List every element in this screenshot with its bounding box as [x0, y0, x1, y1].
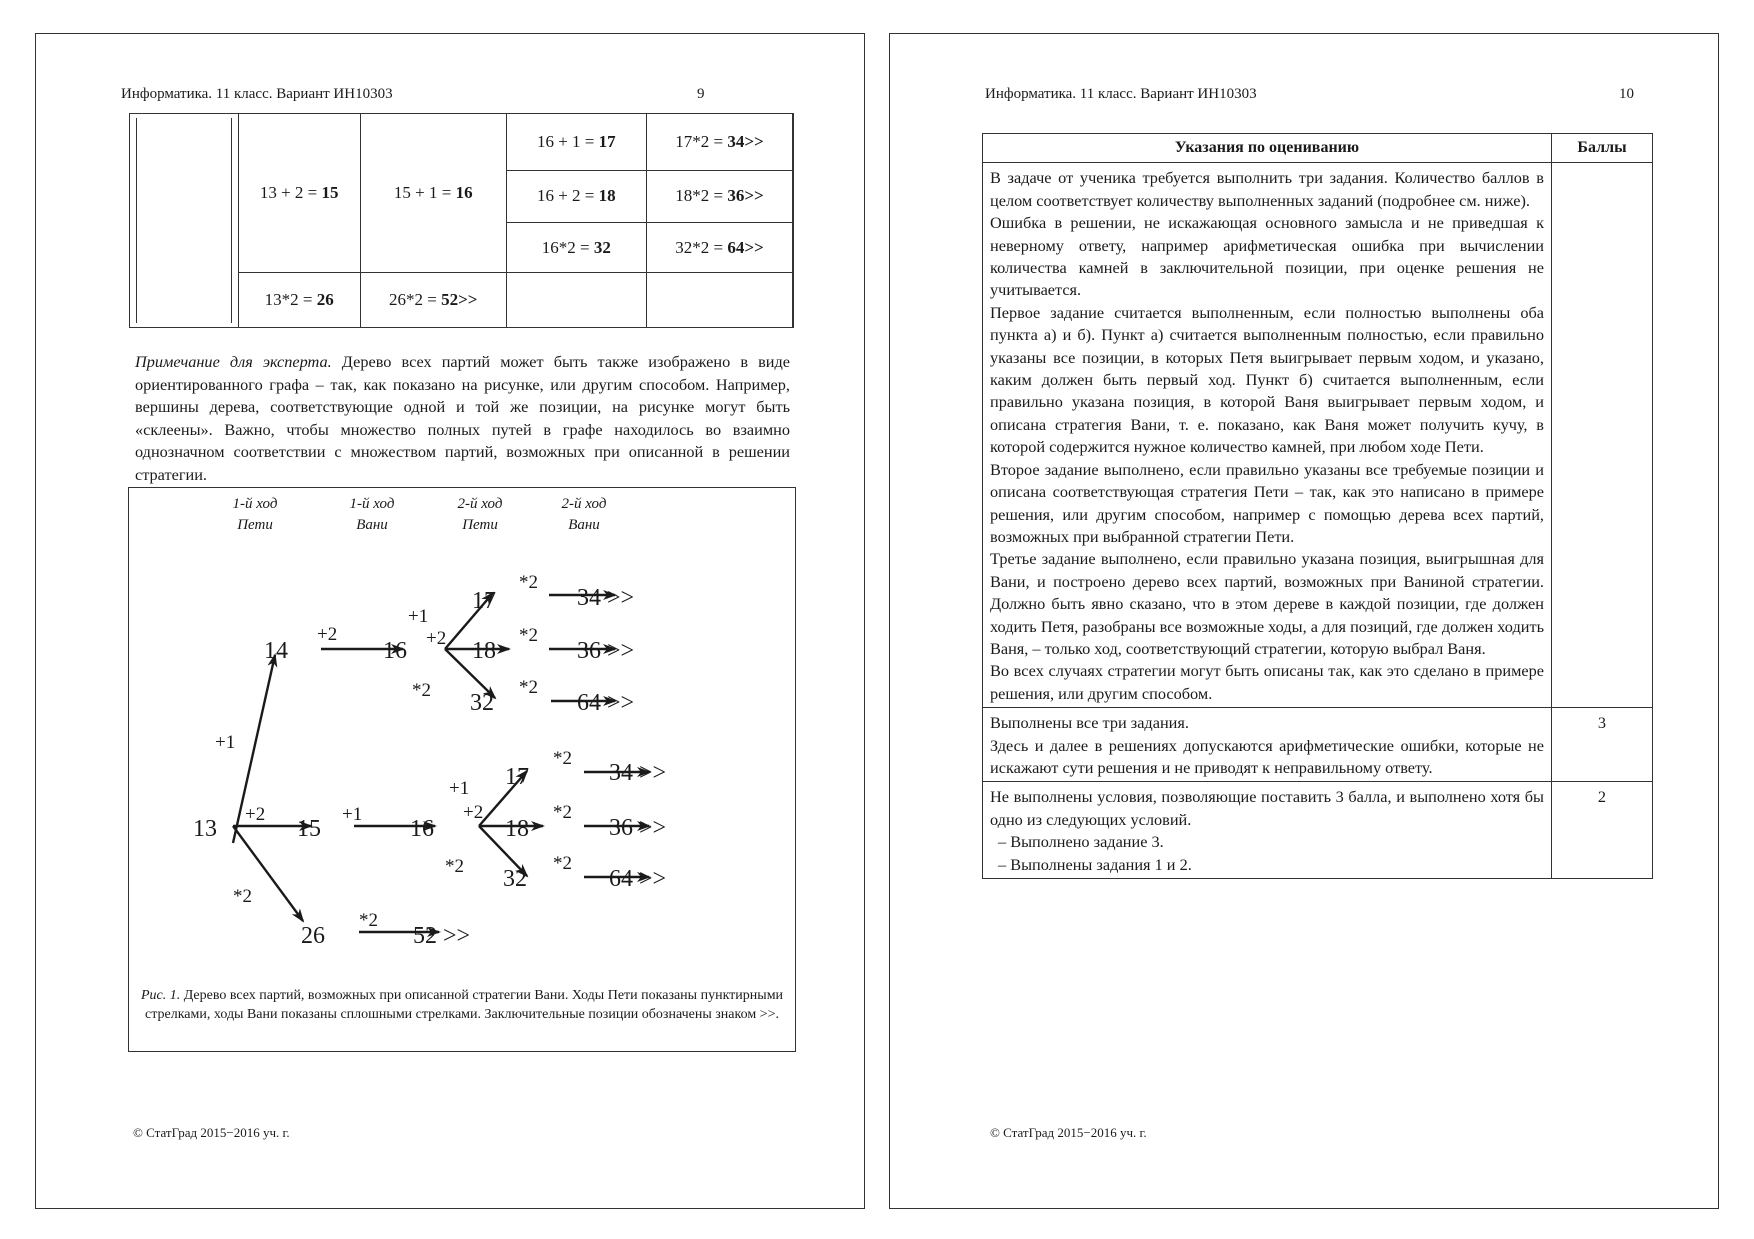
- grading-paragraph: Ошибка в решении, не искажающая основного замысла и не приведшая к неверному ответу, например арифметическая ошибка при вычислении количества камней в заключительной позиции, при оценке решения не учитывается.: [990, 213, 1544, 300]
- tree-op-label: *2: [519, 572, 538, 593]
- grading-paragraph: Первое задание считается выполненным, если полностью выполнены оба пункта а) и б). Пункт а) считается выполненным полностью, если правильно указаны все позиции, в которых Петя выигрывает первым ходом, и указано, каким должен быть первый ход. Пункт б) считается выполненным, если правильно указана позиция, в которой Ваня выигрывает первым ходом, и описана стратегия Вани, т. е. показано, как Ваня может получить кучу, в которой содержится нужное количество камней, при любом ходе Пети.: [990, 302, 1544, 457]
- tree-node-32: 32: [470, 690, 494, 716]
- moves-table-cell: 16*2 = 32: [506, 223, 646, 273]
- grading-paragraph: Второе задание выполнено, если правильно указаны все требуемые позиции и описана соответствующая стратегия Пети – так, как это написано в примере решения, или другим способом, например с помощью дерева всех партий, возможных при выбранной стратегии Пети.: [990, 459, 1544, 546]
- moves-table-cell: 15 + 1 = 16: [360, 114, 506, 273]
- page-header-right: Информатика. 11 класс. Вариант ИН10303: [985, 86, 1257, 102]
- expert-note-text: Дерево всех партий может быть также изображено в виде ориентированного графа – так, как показано на рисунке, или другим способом. Например, вершины дерева, соответствующие одной и той же позиции, на рисунке могут быть «склеены». Важно, чтобы множество полных путей в графе находилось во взаимно однозначном соответствии с множеством партий, возможных при описанной в решении стратегии.: [135, 352, 791, 484]
- page-number-right: 10: [1619, 86, 1634, 102]
- grading-score-2: 2: [1552, 782, 1653, 879]
- tree-node-15: 15: [297, 816, 321, 842]
- tree-op-label: +2: [426, 628, 447, 649]
- tree-op-label: +2: [317, 624, 338, 645]
- grading-paragraph: Во всех случаях стратегии могут быть описаны так, как это сделано в примере решения, или другим способом.: [990, 661, 1544, 703]
- tree-node-26: 26: [301, 923, 325, 949]
- grading-criterion-3: [983, 708, 1552, 782]
- tree-node-16: 16: [383, 638, 407, 664]
- grading-criterion-text: Выполнены все три задания.: [990, 713, 1189, 733]
- grading-intro-cell: [983, 163, 1552, 708]
- moves-table-cell: 16 + 2 = 18: [506, 170, 646, 222]
- tree-op-label: +1: [342, 804, 363, 825]
- grading-criterion-text: Здесь и далее в решениях допускаются арифметические ошибки, которые не искажают сути решения и не приводят к неправильному ответу.: [990, 735, 1544, 777]
- grading-condition-list: [990, 831, 1544, 876]
- moves-table-cell: 26*2 = 52>>: [360, 273, 506, 328]
- tree-op-label: *2: [233, 886, 252, 907]
- moves-table-cell: 18*2 = 36>>: [646, 170, 793, 222]
- tree-node-17: 17: [472, 588, 496, 614]
- tree-op-label: +1: [449, 778, 470, 799]
- expert-note: [135, 351, 790, 486]
- tree-node-16: 16: [410, 816, 434, 842]
- tree-node-18: 18: [505, 816, 529, 842]
- tree-node-32: 32: [503, 866, 527, 892]
- moves-table-cell: [506, 273, 646, 328]
- moves-table-cell: [646, 273, 793, 328]
- grading-condition-item: – Выполнено задание 3.: [998, 832, 1164, 852]
- tree-header-3-line2: Пети: [462, 517, 498, 533]
- tree-node-36-final: 36 >>: [609, 815, 667, 841]
- tree-op-label: +1: [408, 606, 429, 627]
- tree-op-label: *2: [412, 680, 431, 701]
- tree-header-2-line2: Вани: [356, 517, 388, 533]
- tree-header-4-line1: 2-й ход: [561, 496, 607, 512]
- tree-op-label: *2: [519, 677, 538, 698]
- tree-op-label: *2: [553, 802, 572, 823]
- grading-score-3: 3: [1552, 708, 1653, 782]
- grading-condition-item: – Выполнены задания 1 и 2.: [998, 854, 1192, 874]
- figure-caption-text: Дерево всех партий, возможных при описанной стратегии Вани. Ходы Пети показаны пунктирными стрелками, ходы Вани показаны сплошными стрелками. Заключительные позиции обозначены знаком >>.: [145, 988, 784, 1022]
- grading-intro-score: [1552, 163, 1653, 708]
- tree-op-label: *2: [359, 910, 378, 931]
- moves-table-cell: 13*2 = 26: [238, 273, 360, 328]
- page-10: [889, 33, 1719, 1209]
- moves-table-cell: 32*2 = 64>>: [646, 223, 793, 273]
- grading-header-instructions: Указания по оцениванию: [983, 134, 1552, 163]
- page-header-left: Информатика. 11 класс. Вариант ИН10303: [121, 86, 393, 102]
- expert-note-lead: Примечание для эксперта.: [135, 352, 332, 371]
- tree-header-4-line2: Вани: [568, 517, 600, 533]
- moves-table-empty-cell: [130, 114, 239, 328]
- game-tree-figure: [128, 487, 796, 1052]
- tree-node-64-final: 64 >>: [609, 866, 667, 892]
- tree-node-13: 13: [193, 816, 217, 842]
- moves-table: [129, 113, 794, 328]
- tree-op-label: *2: [519, 625, 538, 646]
- page-9: [35, 33, 865, 1209]
- tree-header-3-line1: 2-й ход: [457, 496, 503, 512]
- game-tree-diagram: [129, 488, 795, 983]
- tree-op-label: +1: [215, 732, 236, 753]
- grading-header-points: Баллы: [1552, 134, 1653, 163]
- tree-header-1-line2: Пети: [237, 517, 273, 533]
- moves-table-cell: 17*2 = 34>>: [646, 114, 793, 171]
- tree-node-34-final: 34 >>: [609, 760, 667, 786]
- tree-node-14: 14: [264, 638, 288, 664]
- page-number-left: 9: [697, 86, 705, 102]
- footer-left: © СтатГрад 2015−2016 уч. г.: [133, 1125, 290, 1140]
- tree-node-36-final: 36 >>: [577, 638, 635, 664]
- grading-criterion-text: Не выполнены условия, позволяющие поставить 3 балла, и выполнено хотя бы одно из следующих условий.: [990, 787, 1544, 829]
- tree-node-34-final: 34 >>: [577, 585, 635, 611]
- tree-op-label: *2: [445, 856, 464, 877]
- tree-node-18: 18: [472, 638, 496, 664]
- tree-op-label: +2: [463, 802, 484, 823]
- grading-paragraph: Третье задание выполнено, если правильно указана позиция, выигрышная для Вани, и построено дерево всех партий, возможных при Ваниной стратегии. Должно быть явно сказано, что в этом дереве в каждой позиции, где должен ходить Петя, разобраны все возможные ходы, а для позиций, где должен ходить Ваня, – только ход, соответствующий стратегии, которую выбрал Ваня.: [990, 549, 1544, 658]
- grading-criterion-2: [983, 782, 1552, 879]
- figure-caption: [139, 986, 785, 1024]
- tree-node-17: 17: [505, 764, 529, 790]
- tree-op-label: +2: [245, 804, 266, 825]
- tree-node-64-final: 64 >>: [577, 690, 635, 716]
- footer-right: © СтатГрад 2015−2016 уч. г.: [990, 1125, 1147, 1140]
- moves-table-cell: 13 + 2 = 15: [238, 114, 360, 273]
- tree-op-label: *2: [553, 748, 572, 769]
- tree-header-2-line1: 1-й ход: [349, 496, 395, 512]
- grading-table: [982, 133, 1653, 879]
- tree-header-1-line1: 1-й ход: [232, 496, 278, 512]
- moves-table-cell: 16 + 1 = 17: [506, 114, 646, 171]
- figure-caption-lead: Рис. 1.: [140, 988, 181, 1003]
- tree-node-52-final: 52 >>: [413, 923, 471, 949]
- tree-op-label: *2: [553, 853, 572, 874]
- grading-paragraph: В задаче от ученика требуется выполнить три задания. Количество баллов в целом соответствует количеству выполненных заданий (подробнее см. ниже).: [990, 168, 1544, 210]
